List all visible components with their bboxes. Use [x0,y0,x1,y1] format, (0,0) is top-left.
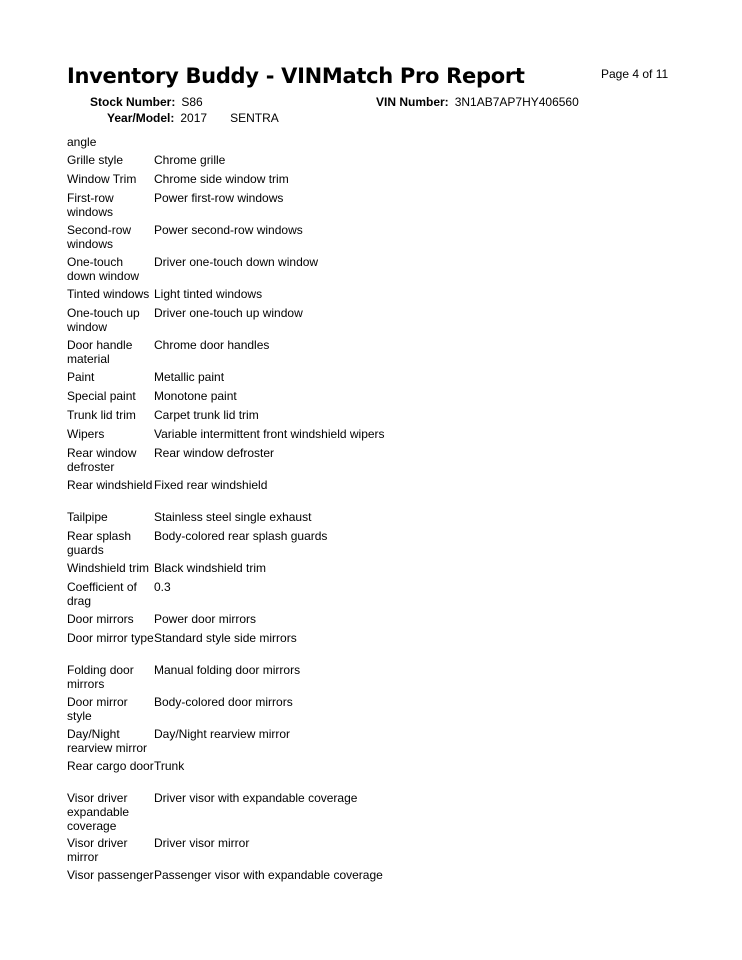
spec-row [67,693,467,725]
spec-row [67,789,467,834]
spec-value: Driver one-touch down window [154,255,319,269]
spec-value: Chrome door handles [154,338,270,352]
spec-label: Visor passenger [67,868,154,882]
spec-label: Tinted windows [67,287,150,301]
spec-row [67,757,467,789]
spec-row [67,629,467,661]
spec-label: Paint [67,370,95,384]
spec-value: Driver visor with expandable coverage [154,791,358,805]
spec-label: One-touch down window [67,255,140,283]
spec-row [67,170,467,189]
spec-value: Variable intermittent front windshield wipers [154,427,385,441]
spec-value: 0.3 [154,580,171,594]
spec-row [67,476,467,508]
year-model-label: Year/Model: [107,111,175,125]
spec-value: Monotone paint [154,389,237,403]
year-model [107,111,279,125]
spec-row [67,406,467,425]
vin-number [376,95,579,109]
spec-label: Door mirror type [67,631,154,645]
spec-row [67,527,467,559]
spec-label: Door mirrors [67,612,134,626]
spec-row [67,285,467,304]
spec-value: Body-colored rear splash guards [154,529,328,543]
spec-table [67,133,467,898]
stock-number-label: Stock Number: [90,95,176,109]
model-value: SENTRA [230,111,279,125]
spec-label: Trunk lid trim [67,408,136,422]
spec-value: Carpet trunk lid trim [154,408,259,422]
spec-value: Body-colored door mirrors [154,695,293,709]
spec-row [67,304,467,336]
spec-label: Special paint [67,389,136,403]
spec-value: Manual folding door mirrors [154,663,301,677]
spec-value: Standard style side mirrors [154,631,297,645]
year-value: 2017 [180,111,208,125]
spec-label: Wipers [67,427,105,441]
spec-value: Power second-row windows [154,223,303,237]
spec-row [67,221,467,253]
spec-value: Black windshield trim [154,561,267,575]
spec-label: Door handle material [67,338,133,366]
stock-number [90,95,203,109]
spec-label: Rear window defroster [67,446,137,474]
spec-value: Day/Night rearview mirror [154,727,291,741]
spec-value: Power first-row windows [154,191,284,205]
spec-row [67,661,467,693]
spec-row [67,253,467,285]
spec-label: Tailpipe [67,510,108,524]
spec-row [67,866,467,898]
spec-value: Driver one-touch up window [154,306,303,320]
spec-value: Metallic paint [154,370,225,384]
spec-row [67,368,467,387]
stock-number-value: S86 [181,95,203,109]
spec-label: Rear windshield [67,478,153,492]
spec-value: Stainless steel single exhaust [154,510,312,524]
spec-value: Passenger visor with expandable coverage [154,868,383,882]
spec-label: Day/Night rearview mirror [67,727,148,755]
spec-label: Door mirror style [67,695,128,723]
spec-label: Visor driver expandable coverage [67,791,130,833]
spec-label: Windshield trim [67,561,150,575]
spec-value: Rear window defroster [154,446,275,460]
spec-value: Trunk [154,759,185,773]
continued-value: angle [67,135,97,149]
spec-label: First-row windows [67,191,114,219]
spec-row [67,610,467,629]
vin-number-label: VIN Number: [376,95,449,109]
spec-label: Visor driver mirror [67,836,128,864]
spec-row [67,444,467,476]
spec-row [67,387,467,406]
spec-label: Grille style [67,153,124,167]
spec-row [67,508,467,527]
spec-label: Second-row windows [67,223,132,251]
spec-row [67,834,467,866]
spec-row [67,425,467,444]
spec-row [67,151,467,170]
spec-row [67,559,467,578]
page-number: Page 4 of 11 [601,67,669,81]
spec-row [67,578,467,610]
spec-label: Coefficient of drag [67,580,137,608]
spec-row [67,189,467,221]
spec-value: Driver visor mirror [154,836,250,850]
report-title: Inventory Buddy - VINMatch Pro Report [67,64,525,88]
spec-label: One-touch up window [67,306,140,334]
spec-value: Chrome grille [154,153,226,167]
spec-label: Folding door mirrors [67,663,134,691]
spec-value: Power door mirrors [154,612,257,626]
spec-label: Rear splash guards [67,529,132,557]
spec-label: Rear cargo door [67,759,154,773]
spec-value: Chrome side window trim [154,172,289,186]
spec-row [67,336,467,368]
spec-value: Fixed rear windshield [154,478,268,492]
spec-value: Light tinted windows [154,287,263,301]
vin-number-value: 3N1AB7AP7HY406560 [454,95,579,109]
spec-row [67,725,467,757]
spec-label: Window Trim [67,172,137,186]
